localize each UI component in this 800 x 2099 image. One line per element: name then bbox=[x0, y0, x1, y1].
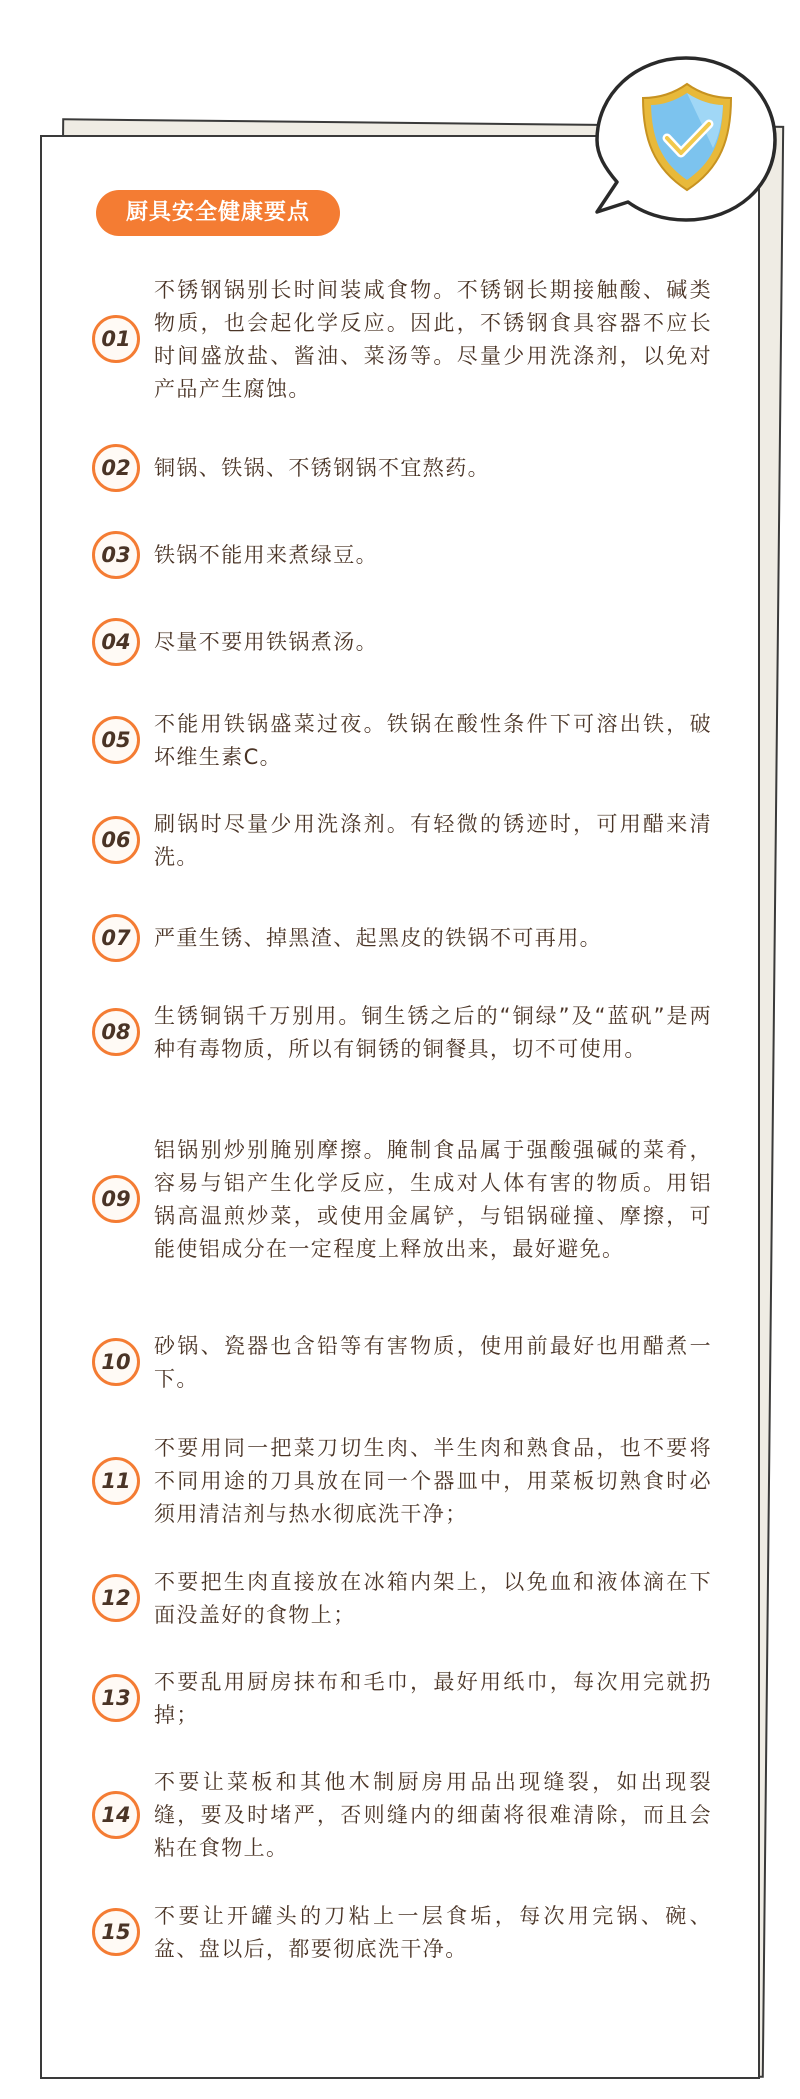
list-item bbox=[92, 1666, 712, 1732]
item-text: 铁锅不能用来煮绿豆。 bbox=[154, 543, 378, 567]
item-number: 02 bbox=[92, 444, 140, 492]
item-text: 铜锅、铁锅、不锈钢锅不宜熬药。 bbox=[154, 456, 490, 480]
item-number: 08 bbox=[92, 1008, 140, 1056]
item-number: 05 bbox=[92, 716, 140, 764]
item-number: 06 bbox=[92, 816, 140, 864]
item-text: 不能用铁锅盛菜过夜。铁锅在酸性条件下可溶出铁，破坏维生素C。 bbox=[154, 712, 712, 769]
item-text: 不要让开罐头的刀粘上一层食垢，每次用完锅、碗、盆、盘以后，都要彻底洗干净。 bbox=[154, 1904, 712, 1961]
item-text: 不锈钢锅别长时间装咸食物。不锈钢长期接触酸、碱类物质，也会起化学反应。因此，不锈钢食具容器不应长时间盛放盐、酱油、菜汤等。尽量少用洗涤剂，以免对产品产生腐蚀。 bbox=[154, 278, 712, 401]
item-number: 10 bbox=[92, 1338, 140, 1386]
list-item bbox=[92, 1134, 712, 1266]
list-item bbox=[92, 626, 712, 659]
item-text: 刷锅时尽量少用洗涤剂。有轻微的锈迹时，可用醋来清洗。 bbox=[154, 812, 712, 869]
item-number: 04 bbox=[92, 618, 140, 666]
item-number: 07 bbox=[92, 914, 140, 962]
item-number: 11 bbox=[92, 1457, 140, 1505]
list-item bbox=[92, 1566, 712, 1632]
item-text: 不要把生肉直接放在冰箱内架上，以免血和液体滴在下面没盖好的食物上； bbox=[154, 1570, 712, 1627]
item-number: 12 bbox=[92, 1574, 140, 1622]
item-number: 01 bbox=[92, 315, 140, 363]
item-text: 不要用同一把菜刀切生肉、半生肉和熟食品，也不要将不同用途的刀具放在同一个器皿中，用菜板切熟食时必须用清洁剂与热水彻底洗干净； bbox=[154, 1436, 712, 1526]
list-item bbox=[92, 708, 712, 774]
list-item bbox=[92, 1330, 712, 1396]
item-text: 严重生锈、掉黑渣、起黑皮的铁锅不可再用。 bbox=[154, 926, 602, 950]
item-number: 15 bbox=[92, 1908, 140, 1956]
item-text: 不要乱用厨房抹布和毛巾，最好用纸巾，每次用完就扔掉； bbox=[154, 1670, 712, 1727]
item-number: 03 bbox=[92, 531, 140, 579]
item-text: 生锈铜锅千万别用。铜生锈之后的“铜绿”及“蓝矾”是两种有毒物质，所以有铜锈的铜餐具，切不可使用。 bbox=[154, 1004, 712, 1061]
list-item bbox=[92, 1000, 712, 1066]
list-item bbox=[92, 922, 712, 955]
item-text: 尽量不要用铁锅煮汤。 bbox=[154, 630, 378, 654]
section-title-badge: 厨具安全健康要点 bbox=[96, 190, 340, 236]
list-item bbox=[92, 274, 712, 406]
list-item bbox=[92, 1900, 712, 1966]
list-item bbox=[92, 808, 712, 874]
item-text: 不要让菜板和其他木制厨房用品出现缝裂，如出现裂缝，要及时堵严，否则缝内的细菌将很难清除，而且会粘在食物上。 bbox=[154, 1770, 712, 1860]
speech-bubble bbox=[591, 52, 781, 227]
item-text: 砂锅、瓷器也含铅等有害物质，使用前最好也用醋煮一下。 bbox=[154, 1334, 712, 1391]
list-item bbox=[92, 452, 712, 485]
item-number: 13 bbox=[92, 1674, 140, 1722]
list-item bbox=[92, 1766, 712, 1865]
item-number: 14 bbox=[92, 1791, 140, 1839]
list-item bbox=[92, 539, 712, 572]
item-text: 铝锅别炒别腌别摩擦。腌制食品属于强酸强碱的菜肴，容易与铝产生化学反应，生成对人体有害的物质。用铝锅高温煎炒菜，或使用金属铲，与铝锅碰撞、摩擦，可能使铝成分在一定程度上释放出来，最好避免。 bbox=[154, 1138, 712, 1261]
item-number: 09 bbox=[92, 1175, 140, 1223]
list-item bbox=[92, 1432, 712, 1531]
